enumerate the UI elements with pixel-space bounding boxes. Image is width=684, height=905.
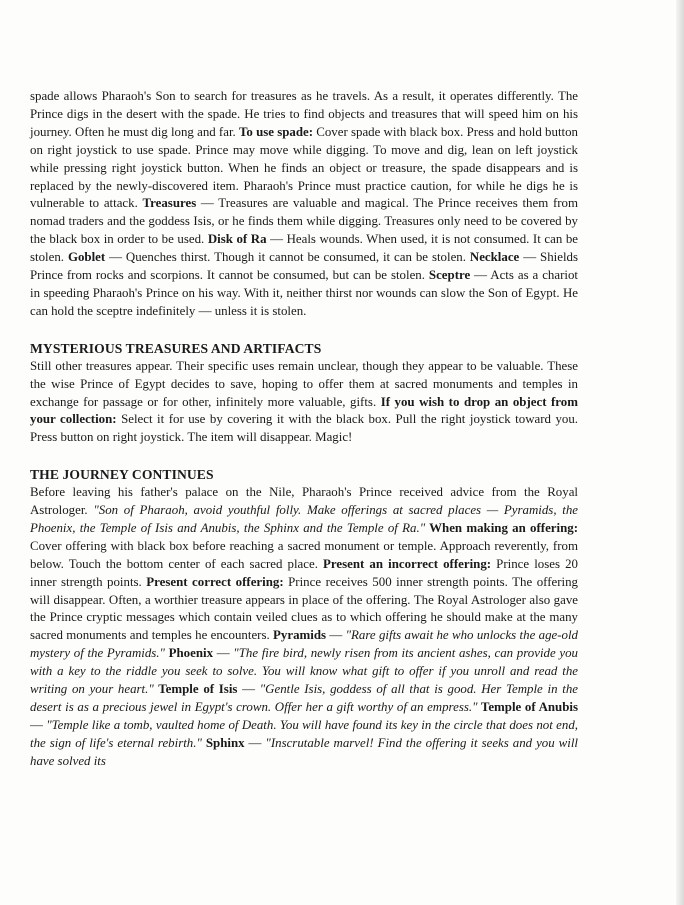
text-run: — — [213, 646, 234, 661]
bold-heading: Necklace — [469, 250, 520, 265]
text-run: Cover offering with black box before reaching a sacred monument or temple. Approach reverently, from below. Touch the bottom center of each sacred place. — [30, 538, 578, 571]
section-heading-journey-continues: THE JOURNEY CONTINUES — [30, 467, 214, 483]
bold-heading: Goblet — [67, 250, 106, 265]
italic-quote: "The fire bird, newly risen from its ancient ashes, can provide you with a key to the riddle you seek to solve. You will know what gift to offer if you unroll and read the writing on your heart." — [30, 646, 578, 697]
italic-quote: "Rare gifts await he who unlocks the age-old mystery of the Pyramids." — [30, 628, 578, 661]
text-run: — — [30, 717, 47, 732]
paragraph-journey-continues — [30, 484, 578, 771]
bold-heading: Temple of Isis — [153, 682, 238, 697]
text-run: Still other treasures appear. Their specific uses remain unclear, though they appear to be valuable. These the wise Prince of Egypt decides to save, hoping to offer them at sacred monuments and temples in exchange for passage or for other, infinitely more valuable, gifts. — [30, 358, 578, 409]
bold-heading: To use spade: — [238, 124, 314, 139]
text-run: — Treasures are valuable and magical. The Prince receives them from nomad traders and the goddess Isis, or he finds them while digging. Treasures only need to be covered by the black box in order to be used. — [30, 196, 578, 247]
bold-heading: When making an offering: — [425, 520, 579, 535]
text-run: — Shields Prince from rocks and scorpions. It cannot be consumed, but can be stolen. — [30, 250, 578, 283]
text-run: — Heals wounds. When used, it is not consumed. It can be stolen. — [30, 232, 578, 265]
text-run: — Acts as a chariot in speeding Pharaoh's Prince on his way. With it, neither thirst nor wounds can slow the Son of Egypt. He can hold the sceptre indefinitely — unless it is stolen. — [30, 268, 578, 318]
text-run: — Quenches thirst. Though it cannot be consumed, it can be stolen. — [105, 250, 470, 265]
bold-heading: Phoenix — [164, 646, 214, 661]
italic-quote: "Son of Pharaoh, avoid youthful folly. Make offerings at sacred places — Pyramids, the Phoenix, the Temple of Isis and Anubis, the Sphinx and the Temple of Ra." — [30, 503, 578, 535]
text-run: Prince loses 20 inner strength points. — [30, 556, 578, 589]
page-edge-shadow — [676, 0, 684, 905]
bold-heading: Present an incorrect offering: — [323, 556, 492, 571]
text-run: Select it for use by covering it with the black box. Pull the right joystick toward you. Press button on right joystick. The item will disappear. Magic! — [30, 412, 578, 445]
text-run: Prince receives 500 inner strength points. The offering will disappear. Often, a worthier treasure appears in place of the offering. The Royal Astrologer also gave the Prince cryptic messages which contain veiled clues as to which offering he should make at the many sacred monuments and temples he encounters. — [30, 574, 578, 643]
paragraph-mysterious-treasures — [30, 358, 578, 448]
italic-quote: "Temple like a tomb, vaulted home of Death. You will have found its key in the circle that does not end, the sign of life's eternal rebirth." — [30, 717, 578, 750]
bold-heading: Sphinx — [201, 735, 245, 750]
bold-heading: Sceptre — [428, 268, 471, 283]
italic-quote: "Inscrutable marvel! Find the offering it seeks and you will have solved its — [30, 735, 578, 768]
text-run: — — [244, 735, 266, 750]
bold-heading: Temple of Anubis — [477, 700, 578, 714]
text-run: spade allows Pharaoh's Son to search for treasures as he travels. As a result, it operates differently. The Prince digs in the desert with the spade. He tries to find objects and treasures that will speed him on his journey. Often he must dig long and far. — [30, 89, 578, 139]
paragraph-spade-treasures — [30, 88, 578, 321]
section-heading-mysterious-treasures: MYSTERIOUS TREASURES AND ARTIFACTS — [30, 340, 322, 356]
text-run: Before leaving his father's palace on the Nile, Pharaoh's Prince received advice from the Royal Astrologer. — [30, 485, 578, 518]
text-run: — — [237, 682, 260, 697]
page-content — [30, 88, 578, 771]
bold-heading: Disk of Ra — [207, 232, 267, 247]
text-run: Cover spade with black box. Press and hold button on right joystick to use spade. Prince may move while digging. To move and dig, lean on left joystick while pressing right joystick button. When he finds an object or treasure, the spade disappears and is replaced by the newly-discovered item. Pharaoh's Prince must practice caution, for while he digs he is vulnerable to attack. — [30, 124, 578, 211]
text-run: — — [326, 628, 346, 643]
bold-heading: Pyramids — [273, 628, 327, 643]
bold-heading: Present correct offering: — [146, 574, 284, 589]
bold-heading: If you wish to drop an object from your collection: — [30, 394, 578, 427]
bold-heading: Treasures — [142, 196, 197, 211]
italic-quote: "Gentle Isis, goddess of all that is good. Her Temple in the desert is as a precious jewel in Egypt's crown. Offer her a gift worthy of an empress." — [30, 682, 578, 714]
